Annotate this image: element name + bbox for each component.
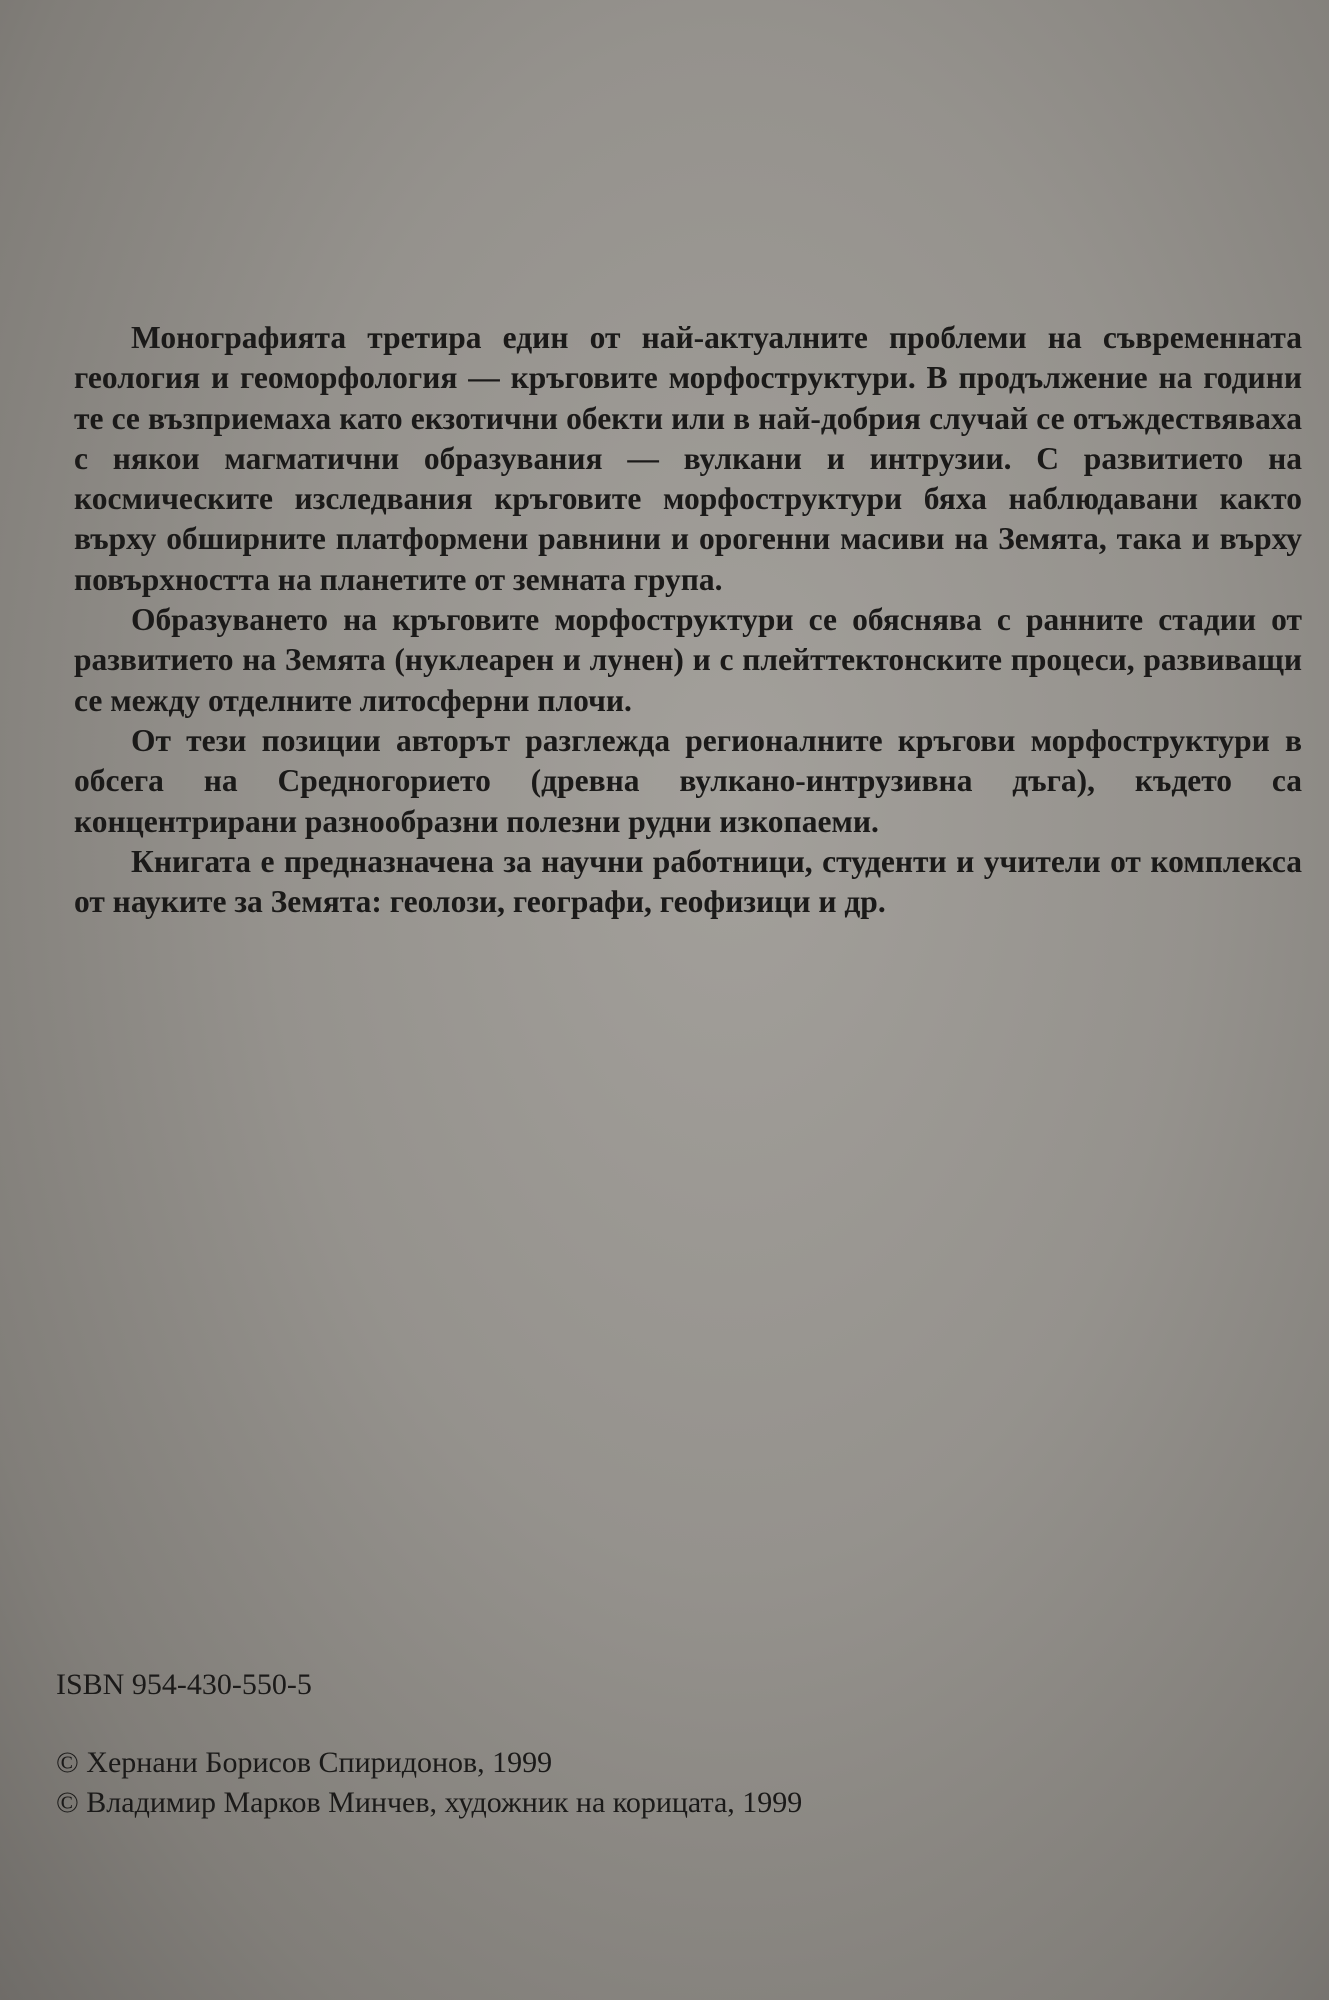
copyright-artist: © Владимир Марков Минчев, художник на корицата, 1999 (56, 1786, 803, 1819)
abstract-text (74, 318, 1302, 922)
imprint-block (56, 1665, 1156, 1823)
abstract-paragraph: Образуването на кръговите морфоструктури се обяснява с ранните стадии от развитието на Земята (нуклеарен и лунен) и с плейттектонските процеси, развиващи се между отделните литосферни плочи. (74, 602, 1302, 718)
abstract-paragraph: Монографията третира един от най-актуалните проблеми на съвременната геология и геоморфология — кръговите морфоструктури. В продължение на години те се възприемаха като екзотични обекти или в най-добрия случай се отъждествяваха с някои магматични образувания — вулкани и интрузии. С развитието на космическите изследвания кръговите морфоструктури бяха наблюдавани както върху обширните платформени равнини и орогенни масиви на Земята, така и върху повърхността на планетите от земната група. (74, 320, 1302, 597)
abstract-paragraph: От тези позиции авторът разглежда регионалните кръгови морфоструктури в обсега на Средногорието (древна вулкано-интрузивна дъга), където са концентрирани разнообразни полезни рудни изкопаеми. (74, 722, 1302, 839)
abstract-paragraph: Книгата е предназначена за научни работници, студенти и учители от комплекса от науките за Земята: геолози, географи, геофизици и др. (74, 843, 1302, 920)
copyright-author: © Хернани Борисов Спиридонов, 1999 (56, 1746, 553, 1779)
isbn-number: ISBN 954-430-550-5 (56, 1668, 312, 1701)
